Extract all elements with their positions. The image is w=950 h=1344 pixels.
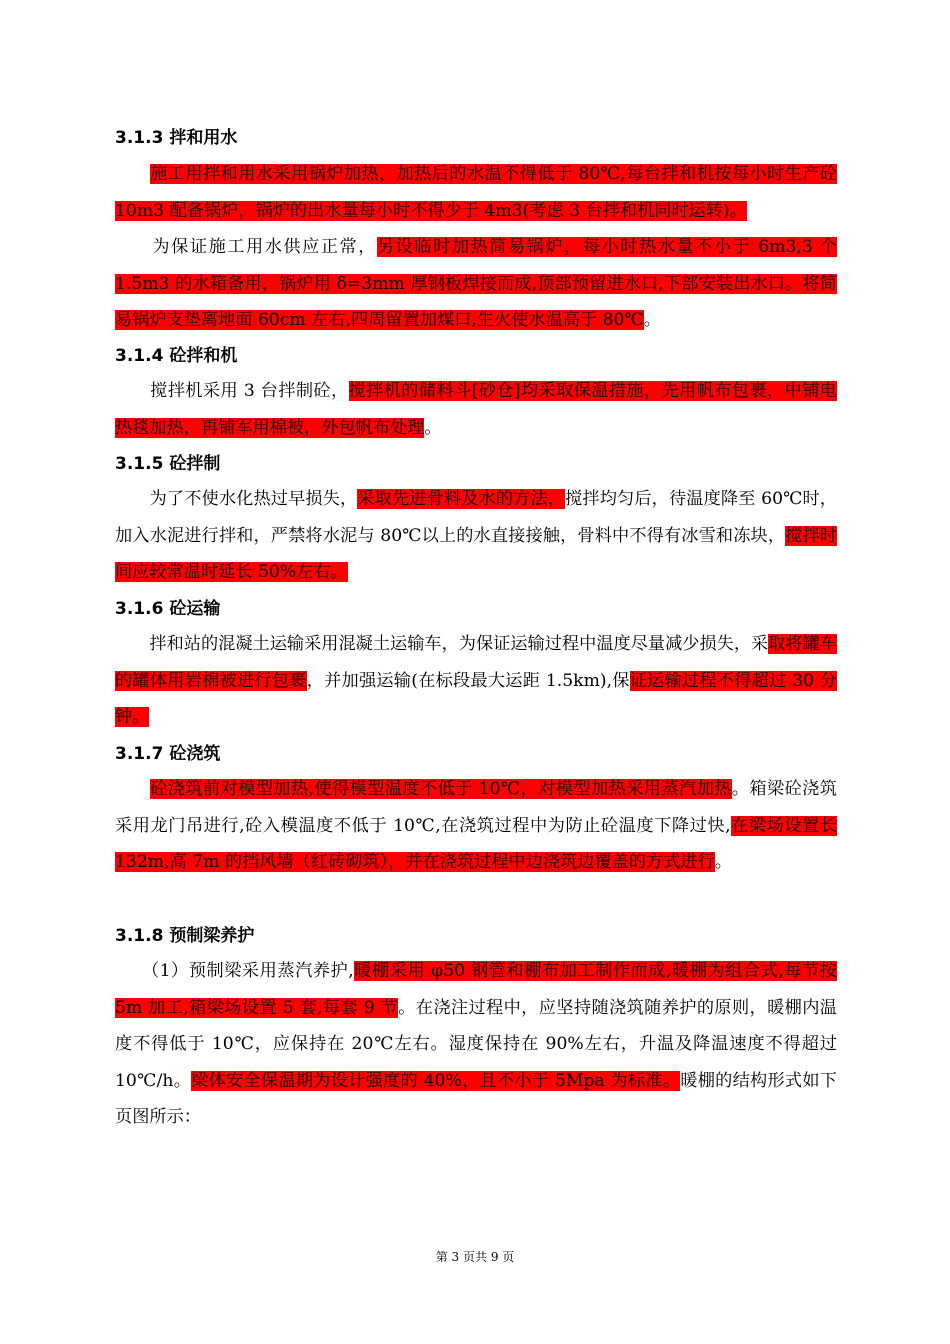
text-run: 。 <box>424 417 442 438</box>
text-run: （1）预制梁采用蒸汽养护, <box>115 961 354 981</box>
highlighted-text: 暖棚采用 φ50 钢管和棚布加工制作而成,暖棚为组合式,每节按 5m 加工,箱梁场设置 5 套,每套 9 节 <box>115 961 837 1018</box>
highlighted-text: 采取先进骨料及水的方法， <box>357 489 566 509</box>
highlighted-text: 另设临时加热简易锅炉，每小时热水量不小于 6m3,3 个 1.5m3 的水箱备用，锅炉用 δ=3mm 厚钢板焊接而成,顶部预留进水口,下部安装出水口。将简易锅炉支垫离地面 60cm 左右,四周留置加煤口,生火使水温高于 80℃ <box>115 237 837 330</box>
text-run: 暖棚的结构形式如下页图所示： <box>115 1070 837 1127</box>
highlighted-text: 梁体安全保温期为设计强度的 40%，且不小于 5Mpa 为标准。 <box>191 1070 681 1091</box>
highlighted-text: 搅拌时间应较常温时延长 50%左右。 <box>115 525 837 582</box>
highlighted-text: 施工用拌和用水采用锅炉加热，加热后的水温不得低于 80℃,每台拌和机按每小时生产砼 10m3 配备锅炉，锅炉的出水量每小时不得少于 4m3(考虑 3 台拌和机同时运转)。 <box>115 164 837 221</box>
page-footer: 第 3 页共 9 页 <box>435 1250 515 1264</box>
text-run: ，并加强运输(在标段最大运距 1.5km),保 <box>306 670 630 691</box>
section-heading: 3.1.7 砼浇筑 <box>115 744 221 764</box>
paragraph <box>115 953 837 1136</box>
paragraph <box>115 156 837 229</box>
text-run: 。箱梁砼浇筑采用龙门吊进行,砼入模温度不低于 10℃,在浇筑过程中为防止砼温度下降过快, <box>115 779 837 836</box>
section-heading: 3.1.4 砼拌和机 <box>115 346 238 366</box>
section-heading: 3.1.5 砼拌制 <box>115 454 221 474</box>
text-run <box>115 779 150 799</box>
paragraph <box>115 481 837 591</box>
paragraph <box>115 373 837 446</box>
highlighted-text: 取将罐车的罐体用岩棉被进行包裹 <box>115 634 837 691</box>
text-run: 搅拌均匀后，待温度降至 60℃时，加入水泥进行拌和，严禁将水泥与 80℃以上的水直接接触，骨料中不得有冰雪和冻块， <box>115 489 837 546</box>
highlighted-text: 在梁场设置长 132m,高 7m 的挡风墙（红砖砌筑），并在浇筑过程中边浇筑边覆盖的方式进行 <box>115 815 837 872</box>
text-run <box>115 164 150 184</box>
paragraph <box>115 626 837 736</box>
text-run: 为了不使水化热过早损失， <box>115 489 358 509</box>
paragraph <box>115 771 837 881</box>
highlighted-text: 砼浇筑前对模型加热,使得模型温度不低于 10℃，对模型加热采用蒸汽加热 <box>150 779 732 799</box>
highlighted-text: 搅拌机的储料斗[砂仓]均采取保温措施，先用帆布包裹，中铺电热毯加热，再铺军用棉被，外包帆布处理 <box>115 381 837 438</box>
text-run: 为保证施工用水供应正常， <box>115 237 377 257</box>
text-run: 搅拌机采用 3 台拌制砼， <box>115 381 349 401</box>
section-heading: 3.1.6 砼运输 <box>115 599 221 619</box>
highlighted-text: 证运输过程不得超过 30 分钟。 <box>115 670 837 727</box>
text-run: 拌和站的混凝土运输采用混凝土运输车，为保证运输过程中温度尽量减少损失，采 <box>115 634 769 654</box>
section-heading: 3.1.3 拌和用水 <box>115 128 238 148</box>
text-run: 。在浇注过程中，应坚持随浇筑随养护的原则，暖棚内温度不得低于 10℃，应保持在 20℃左右。湿度保持在 90%左右，升温及降温速度不得超过 10℃/h。 <box>115 997 837 1091</box>
text-run: 。 <box>714 852 732 872</box>
paragraph <box>115 229 837 339</box>
text-run: 。 <box>643 310 661 330</box>
section-heading: 3.1.8 预制梁养护 <box>115 926 255 946</box>
